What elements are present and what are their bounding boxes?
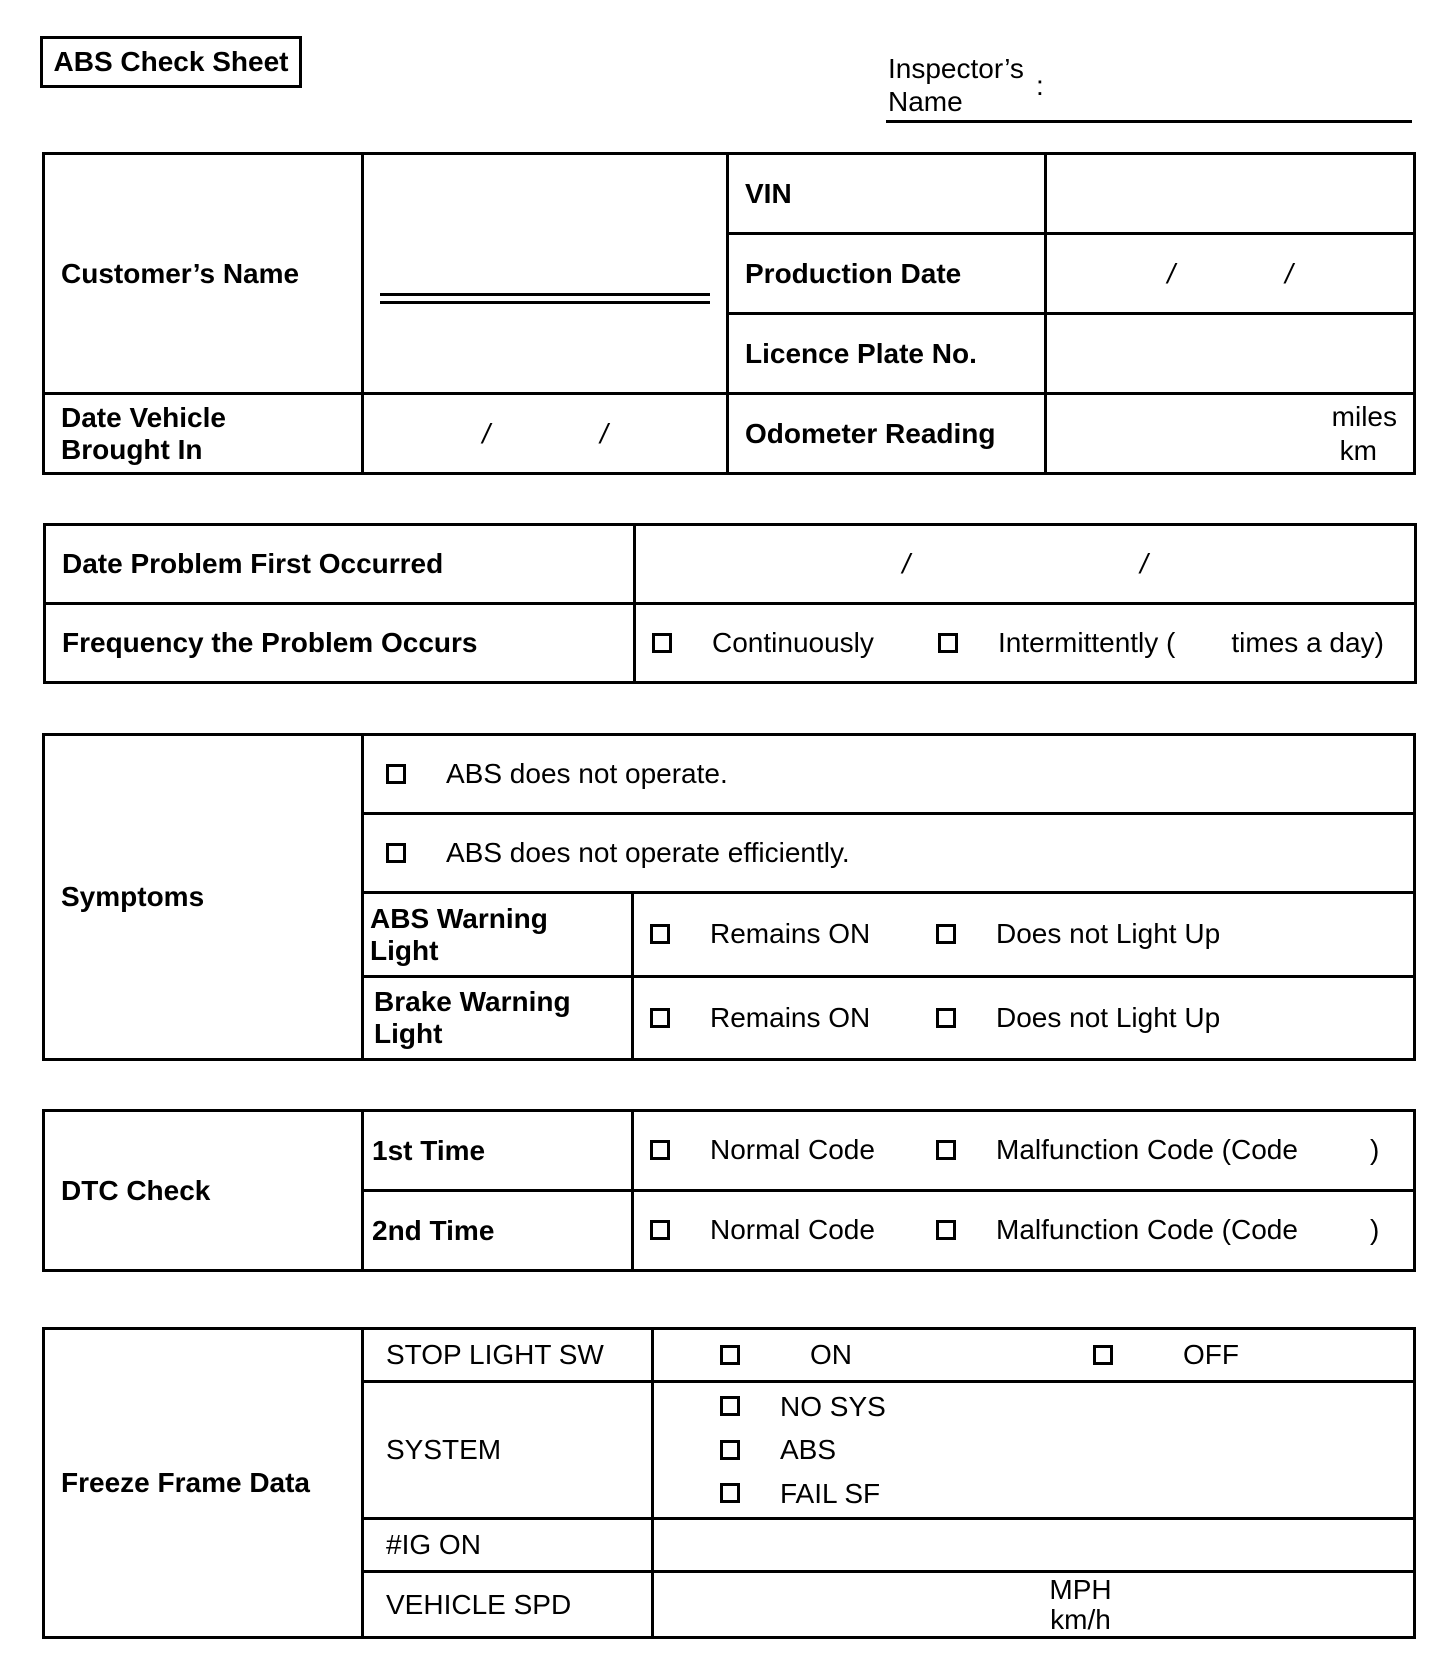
date-problem-first-occurred-field[interactable]: / / [635, 525, 1416, 604]
date-brought-in-field[interactable]: / / [363, 394, 728, 474]
system-label: SYSTEM [363, 1382, 653, 1519]
customer-name-label: Customer’s Name [44, 154, 363, 394]
freeze-frame-label: Freeze Frame Data [44, 1329, 363, 1638]
date-problem-first-occurred-label: Date Problem First Occurred [45, 525, 635, 604]
stop-light-off-checkbox[interactable] [1093, 1345, 1113, 1365]
ig-on-label: #IG ON [363, 1519, 653, 1572]
customer-name-field[interactable] [363, 154, 728, 394]
brake-light-not-light-up-checkbox[interactable] [936, 1008, 956, 1028]
production-date-label: Production Date [728, 234, 1046, 314]
licence-plate-field[interactable] [1046, 314, 1415, 394]
frequency-label: Frequency the Problem Occurs [45, 604, 635, 683]
system-no-sys-checkbox[interactable] [720, 1396, 740, 1416]
symptoms-table: Symptoms ABS does not operate. ABS does not operate efficiently. ABS Warning Light Remains ON Does not Light Up Brake Warning Light Remains ON Does not Light Up [42, 733, 1416, 1061]
stop-light-on-checkbox[interactable] [720, 1345, 740, 1365]
abs-warning-light-label: ABS Warning Light [363, 893, 633, 977]
system-fail-sf-checkbox[interactable] [720, 1483, 740, 1503]
vehicle-spd-label: VEHICLE SPD [363, 1572, 653, 1638]
dtc-second-time-label: 2nd Time [363, 1191, 633, 1271]
dtc1-malfunction-code-checkbox[interactable] [936, 1140, 956, 1160]
continuously-checkbox[interactable] [652, 633, 672, 653]
sheet-title: ABS Check Sheet [40, 36, 302, 88]
dtc-check-label: DTC Check [44, 1111, 363, 1271]
system-abs-checkbox[interactable] [720, 1440, 740, 1460]
vehicle-spd-field[interactable]: MPH km/h [653, 1572, 1415, 1638]
intermittently-checkbox[interactable] [938, 633, 958, 653]
abs-not-operate-checkbox[interactable] [386, 764, 406, 784]
frequency-options: Continuously Intermittently ( times a day) [635, 604, 1416, 683]
inspector-colon: : [1036, 70, 1044, 101]
dtc1-normal-code-checkbox[interactable] [650, 1140, 670, 1160]
ig-on-field[interactable] [653, 1519, 1415, 1572]
production-date-field[interactable]: / / [1046, 234, 1415, 314]
dtc2-normal-code-checkbox[interactable] [650, 1220, 670, 1240]
abs-light-remains-on-checkbox[interactable] [650, 924, 670, 944]
abs-light-not-light-up-checkbox[interactable] [936, 924, 956, 944]
brake-warning-light-label: Brake Warning Light [363, 977, 633, 1060]
date-brought-in-label: Date Vehicle Brought In [44, 394, 363, 474]
freeze-frame-table: Freeze Frame Data STOP LIGHT SW ON OFF SYSTEM NO SYS ABS FAIL SF #IG ON VEHICLE SPD MPH km/h [42, 1327, 1416, 1639]
inspector-name-field[interactable] [886, 120, 1412, 123]
dtc-check-table: DTC Check 1st Time Normal Code Malfunction Code (Code ) 2nd Time Normal Code Malfunction Code (Code ) [42, 1109, 1416, 1272]
vin-field[interactable] [1046, 154, 1415, 234]
dtc-first-time-label: 1st Time [363, 1111, 633, 1191]
dtc2-malfunction-code-checkbox[interactable] [936, 1220, 956, 1240]
symptoms-label: Symptoms [44, 735, 363, 1060]
problem-table [43, 523, 1417, 684]
vin-label: VIN [728, 154, 1046, 234]
odometer-field[interactable]: miles km [1046, 394, 1415, 474]
abs-not-efficient-checkbox[interactable] [386, 843, 406, 863]
brake-light-remains-on-checkbox[interactable] [650, 1008, 670, 1028]
vehicle-info-table [42, 152, 1416, 475]
licence-plate-label: Licence Plate No. [728, 314, 1046, 394]
stop-light-sw-label: STOP LIGHT SW [363, 1329, 653, 1382]
inspector-name-label: Inspector’s Name [888, 53, 1024, 117]
odometer-label: Odometer Reading [728, 394, 1046, 474]
